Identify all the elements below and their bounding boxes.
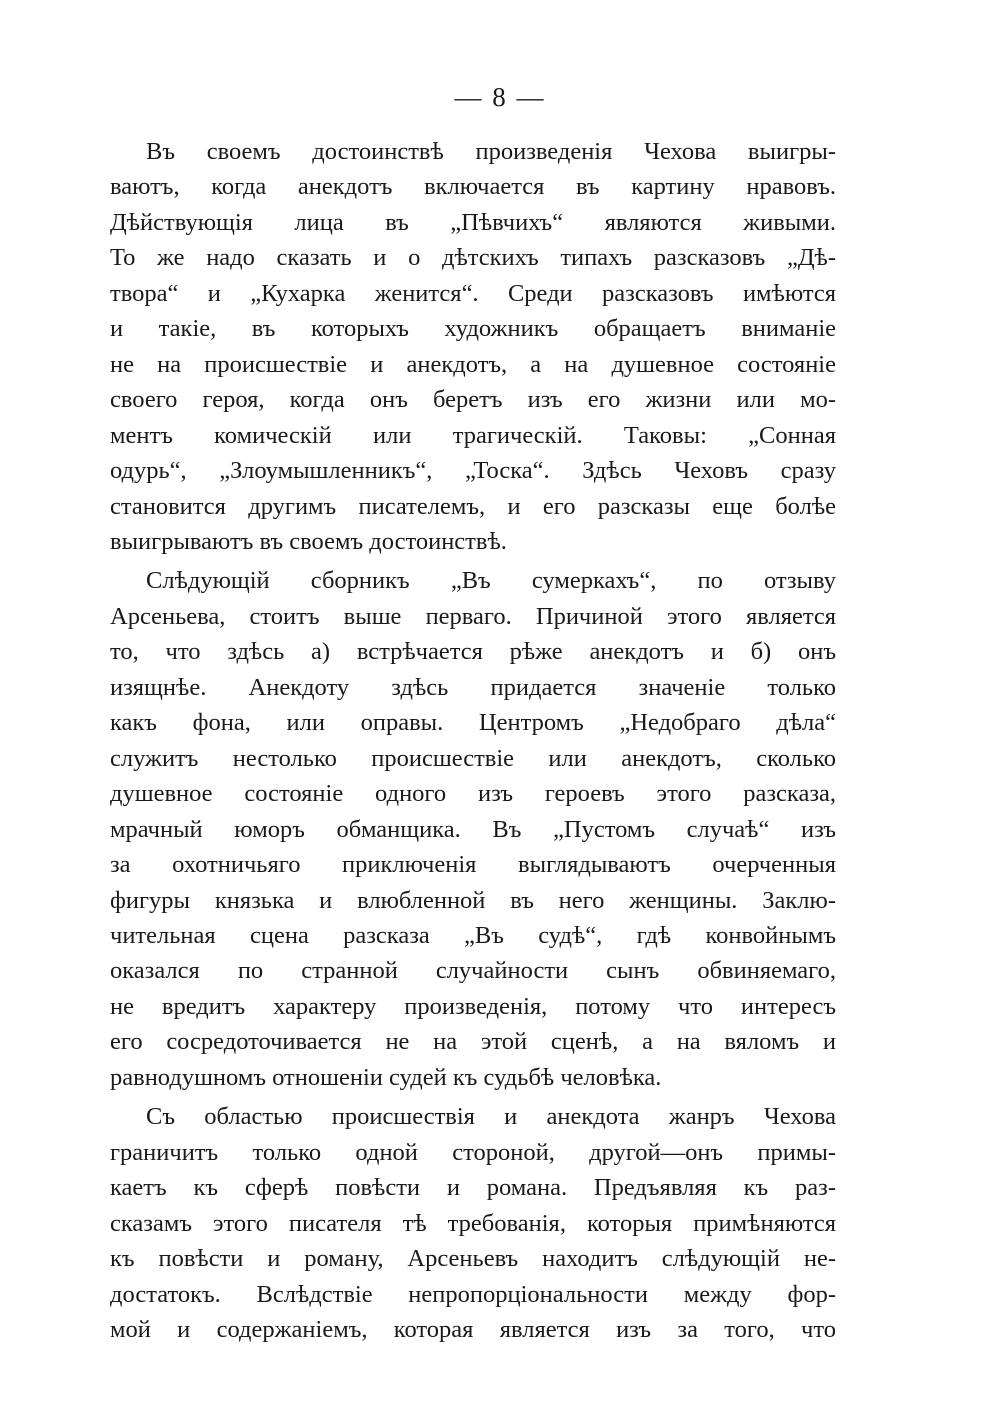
text-line: чительная сцена разсказа „Въ судѣ“, гдѣ конвойнымъ <box>110 921 836 949</box>
text-line: мрачный юморъ обманщика. Въ „Пустомъ случаѣ“ изъ <box>110 815 836 843</box>
text-line: ментъ комическій или трагическій. Таковы: „Сонная <box>110 421 836 449</box>
text-line: и такіе, въ которыхъ художникъ обращаетъ вниманіе <box>110 315 836 343</box>
text-line: твора“ и „Кухарка женится“. Среди разсказовъ имѣются <box>110 279 836 307</box>
text-line: Съ областью происшествія и анекдота жанръ Чехова <box>146 1103 836 1131</box>
text-line: къ повѣсти и роману, Арсеньевъ находитъ слѣдующій не- <box>110 1245 836 1273</box>
text-line: То же надо сказать и о дѣтскихъ типахъ разсказовъ „Дѣ- <box>110 244 836 272</box>
text-line: ваютъ, когда анекдотъ включается въ картину нравовъ. <box>110 173 836 201</box>
text-line: служитъ нестолько происшествіе или анекдотъ, сколько <box>110 744 836 772</box>
paragraph-2 <box>110 563 836 1095</box>
text-line: одурь“, „Злоумышленникъ“, „Тоска“. Здѣсь Чеховъ сразу <box>110 457 836 485</box>
text-line: сказамъ этого писателя тѣ требованія, которыя примѣняются <box>110 1209 836 1237</box>
text-line: оказался по странной случайности сынъ обвиняемаго, <box>110 957 836 985</box>
paragraph-3 <box>110 1099 836 1347</box>
text-line: каетъ къ сферѣ повѣсти и романа. Предъявляя къ раз- <box>110 1174 836 1202</box>
text-line: своего героя, когда онъ беретъ изъ его жизни или мо- <box>110 386 836 414</box>
text-line: Слѣдующій сборникъ „Въ сумеркахъ“, по отзыву <box>146 567 836 595</box>
text-body <box>110 134 836 1351</box>
text-line: равнодушномъ отношеніи судей къ судьбѣ человѣка. <box>110 1063 662 1091</box>
text-line: за охотничьяго приключенія выглядываютъ очерченныя <box>110 851 836 879</box>
text-line: изящнѣе. Анекдоту здѣсь придается значеніе только <box>110 673 836 701</box>
text-line: не вредитъ характеру произведенія, потому что интересъ <box>110 992 836 1020</box>
text-line: Арсеньева, стоитъ выше перваго. Причиной этого является <box>110 602 836 630</box>
paragraph-1 <box>110 134 836 559</box>
page-number: — 8 — <box>454 82 546 112</box>
text-line: становится другимъ писателемъ, и его разсказы еще болѣе <box>110 492 836 520</box>
text-line: мой и содержаніемъ, которая является изъ за того, что <box>110 1315 836 1343</box>
text-line: граничитъ только одной стороной, другой—онъ примы- <box>110 1138 836 1166</box>
text-line: Дѣйствующія лица въ „Пѣвчихъ“ являются живыми. <box>110 208 836 236</box>
text-line: какъ фона, или оправы. Центромъ „Недобраго дѣла“ <box>110 709 836 737</box>
text-line: его сосредоточивается не на этой сценѣ, а на вяломъ и <box>110 1028 836 1056</box>
text-line: выигрываютъ въ своемъ достоинствѣ. <box>110 527 507 555</box>
text-line: душевное состояніе одного изъ героевъ этого разсказа, <box>110 780 836 808</box>
text-line: Въ своемъ достоинствѣ произведенія Чехова выигры- <box>146 138 836 165</box>
text-line: фигуры князька и влюбленной въ него женщины. Заклю- <box>110 886 836 914</box>
text-line: не на происшествіе и анекдотъ, а на душевное состояніе <box>110 350 836 378</box>
text-line: достатокъ. Вслѣдствіе непропорціональности между фор- <box>110 1280 836 1308</box>
text-line: то, что здѣсь а) встрѣчается рѣже анекдотъ и б) онъ <box>110 638 836 666</box>
